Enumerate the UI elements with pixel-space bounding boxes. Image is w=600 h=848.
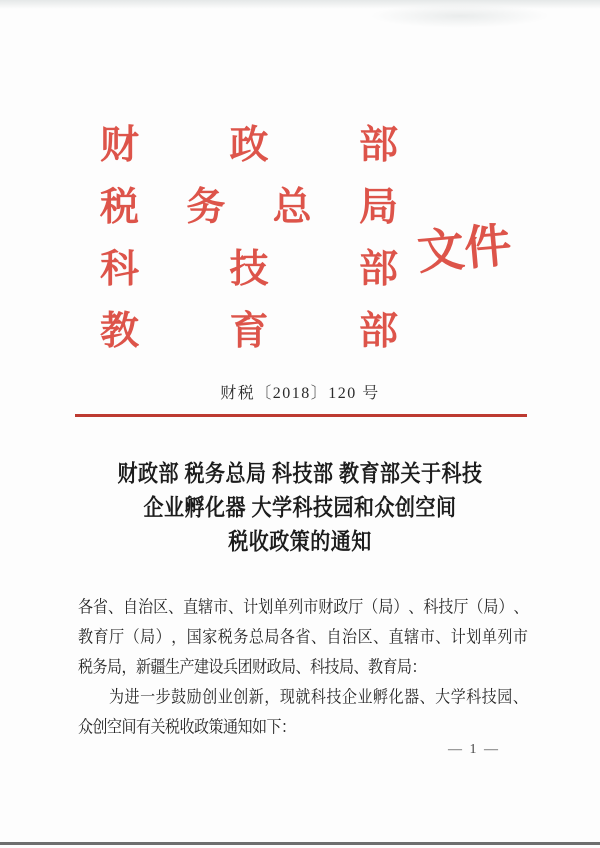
body-line-recipients-2: 教 育 厅 （ 局 ） ， 国 家 税 务 总 局 各 省 、 自 治 区 、 直 辖 市 、 计 划 单 列 市 — [78, 629, 528, 647]
agency-char: 税 — [100, 186, 140, 229]
agency-char: 局 — [358, 186, 398, 229]
agency-char: 教 — [100, 310, 140, 353]
agency-char: 政 — [229, 124, 269, 167]
scan-smudge — [370, 4, 550, 28]
wenjian-stamp-label: 文件 — [415, 219, 514, 280]
title-line-2: 企业孵化器 大学科技园和众创空间 — [143, 495, 457, 521]
body-line-intro-2: 众创空间有关税收政策通知如下： — [78, 719, 296, 737]
agency-row-jiaoyubu — [100, 310, 398, 353]
agency-row-caizhengbu — [100, 124, 398, 167]
document-number: 财税〔2018〕120 号 — [220, 385, 380, 402]
agency-char: 总 — [272, 186, 312, 229]
scan-bottom-edge — [0, 842, 600, 845]
agency-char: 育 — [229, 310, 269, 353]
agency-row-shuiwuzongju — [100, 186, 398, 229]
agency-char: 科 — [100, 248, 140, 291]
letterhead-agencies — [100, 124, 398, 375]
title-line-3: 税收政策的通知 — [228, 529, 372, 555]
document-body — [78, 593, 528, 743]
agency-char: 技 — [229, 248, 269, 291]
document-title — [0, 457, 600, 559]
page-number: — 1 — — [448, 742, 500, 757]
agency-char: 部 — [358, 310, 398, 353]
agency-row-kejibu — [100, 248, 398, 291]
agency-char: 部 — [358, 248, 398, 291]
body-line-recipients-1: 各 省 、 自 治 区 、 直 辖 市 、 计 划 单 列 市 财 政 厅 （ 局 ） 、 科 技 厅 （ 局 ） 、 — [78, 599, 529, 617]
red-divider-rule — [75, 414, 527, 417]
title-line-1: 财政部 税务总局 科技部 教育部关于科技 — [117, 461, 483, 487]
agency-char: 财 — [100, 124, 140, 167]
body-line-intro-1: 为 进 一 步 鼓 励 创 业 创 新 ， 现 就 科 技 企 业 孵 化 器 、 大 学 科 技 园 、 — [109, 689, 528, 707]
body-line-recipients-3: 税务局，新疆生产建设兵团财政局、科技局、教育局： — [78, 659, 427, 677]
agency-char: 部 — [358, 124, 398, 167]
agency-char: 务 — [186, 186, 226, 229]
